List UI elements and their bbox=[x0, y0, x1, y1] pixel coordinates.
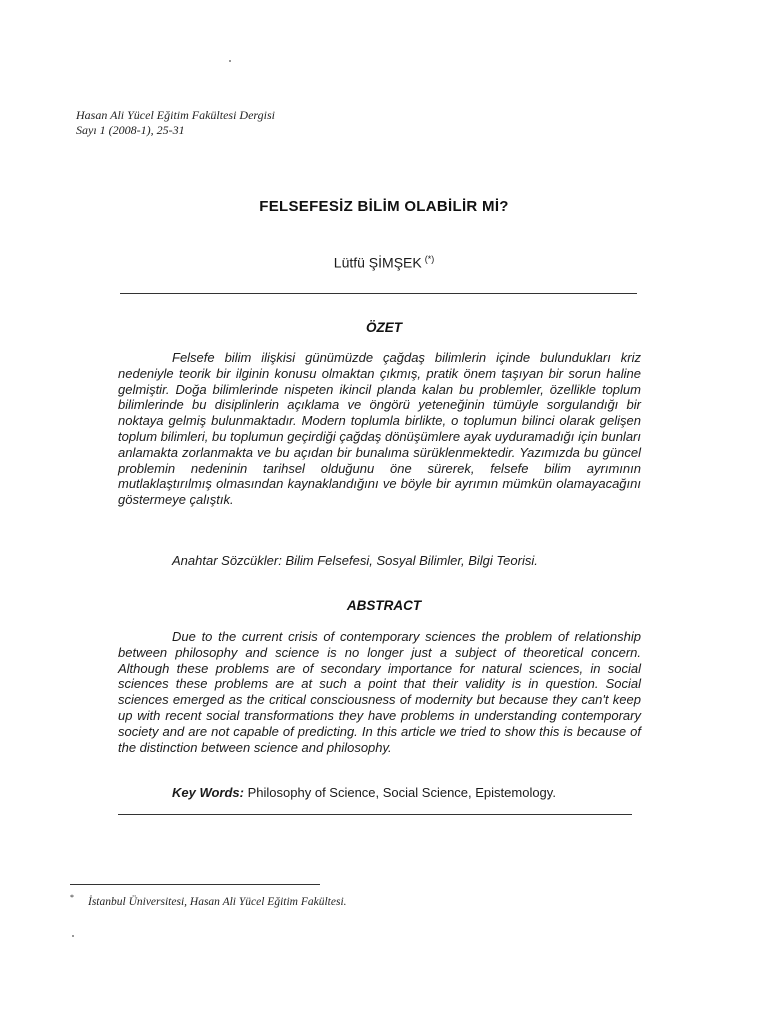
footnote-mark: * bbox=[70, 893, 74, 902]
abstract-keywords-text: Philosophy of Science, Social Science, Epistemology. bbox=[247, 785, 556, 800]
author-line bbox=[0, 254, 768, 271]
abstract-keywords-label: Key Words: bbox=[172, 785, 244, 800]
ozet-keywords-text: Bilim Felsefesi, Sosyal Bilimler, Bilgi Teorisi. bbox=[285, 553, 538, 568]
abstract-keywords bbox=[172, 785, 556, 800]
ozet-keywords-label: Anahtar Sözcükler: bbox=[172, 553, 282, 568]
footnote-rule bbox=[70, 884, 320, 885]
footnote bbox=[70, 893, 347, 908]
abstract-text: Due to the current crisis of contemporary sciences the problem of relationship between philosophy and science is no longer just a subject of theoretical concern. Although these problems are of secondary importance for natural sciences, in social sciences these problems are at such a point that their validity is in question. Social sciences emerged as the critical consciousness of modernity but because they can't keep up with recent social transformations they have problems in understanding contemporary society and are not capable of predicting. In this article we tried to show this is because of the distinction between science and philosophy. bbox=[118, 629, 641, 755]
ozet-heading: ÖZET bbox=[366, 320, 402, 335]
ozet-keywords bbox=[172, 553, 538, 568]
abstract-paragraph bbox=[118, 629, 641, 755]
author-name: Lütfü ŞİMŞEK bbox=[333, 254, 422, 271]
journal-issue: Sayı 1 (2008-1), 25-31 bbox=[76, 123, 185, 137]
abstract-heading: ABSTRACT bbox=[346, 598, 422, 613]
ozet-paragraph bbox=[118, 350, 641, 508]
scan-speck bbox=[72, 935, 74, 937]
article-title: FELSEFESİZ BİLİM OLABİLİR Mİ? bbox=[259, 198, 509, 215]
title-rule bbox=[120, 293, 637, 294]
journal-name: Hasan Ali Yücel Eğitim Fakültesi Dergisi bbox=[76, 108, 275, 122]
footnote-text: İstanbul Üniversitesi, Hasan Ali Yücel Eğitim Fakültesi. bbox=[88, 895, 347, 908]
journal-header bbox=[76, 108, 275, 138]
abstract-rule bbox=[118, 814, 632, 815]
author-footnote-mark: (*) bbox=[424, 254, 435, 264]
scan-speck bbox=[229, 60, 231, 62]
ozet-text: Felsefe bilim ilişkisi günümüzde çağdaş bilimlerin içinde bulundukları kriz nedeniyle teorik bir ilginin konusu olmaktan çıkmış, pratik önem taşıyan bir sorun haline gelmiştir. Doğa bilimlerinde nispeten ikincil planda kalan bu problemler, özellikle toplum bilimlerinde bu disiplinlerin açıklama ve öngörü yeteneğinin tümüyle sorgulandığı bir noktaya gelmiş bulunmaktadır. Modern toplumla birlikte, o toplumun bilinci olarak gelişen toplum bilimleri, bu toplumun geçirdiği çağdaş dönüşümlere ayak uyduramadığı için bunları anlamakta zorlanmakta ve bu açıdan bir bunalıma sürüklenmektedir. Yazımızda bu güncel problemin nedeninin tarihsel olduğunu öne sürerek, felsefe bilim ayrımının mutlaklaştırılmış olmasından kaynaklandığını ve böyle bir ayrımın mümkün olamayacağını göstermeye çalıştık. bbox=[118, 350, 641, 508]
